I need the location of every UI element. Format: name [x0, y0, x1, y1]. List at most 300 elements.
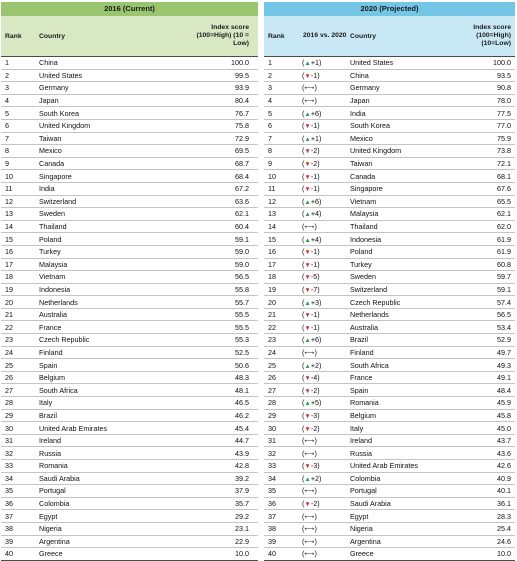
rank-cell: 34	[268, 473, 276, 483]
table-row	[264, 208, 515, 221]
score-cell: 50.6	[235, 360, 249, 370]
country-cell: China	[350, 70, 369, 80]
rank-cell: 5	[268, 108, 272, 118]
rank-cell: 18	[5, 272, 13, 282]
score-cell: 59.0	[235, 247, 249, 257]
table-row	[1, 284, 258, 297]
double-arrow-icon: ⟷	[304, 488, 315, 496]
paren: (	[302, 259, 305, 269]
table-row	[264, 183, 515, 196]
double-arrow-icon: ⟷	[304, 551, 315, 559]
paren: )	[319, 473, 322, 483]
score-cell: 61.9	[497, 247, 511, 257]
country-cell: Japan	[39, 96, 59, 106]
paren: )	[317, 410, 320, 420]
score-cell: 55.3	[235, 335, 249, 345]
country-cell: United Kingdom	[350, 146, 402, 156]
score-cell: 62.1	[235, 209, 249, 219]
table-row	[1, 321, 258, 334]
country-cell: United States	[39, 70, 83, 80]
country-cell: Vietnam	[39, 272, 66, 282]
header-score: Index score (100=High) (10=Low)	[473, 24, 511, 47]
country-cell: Thailand	[350, 222, 378, 232]
change-cell	[301, 499, 350, 508]
score-cell: 77.0	[497, 121, 511, 131]
rank-cell: 9	[268, 159, 272, 169]
change-cell	[301, 285, 350, 294]
paren: (	[302, 209, 305, 219]
table-row	[264, 473, 515, 486]
table-2020	[264, 2, 515, 561]
change-value: +6	[310, 335, 320, 345]
rank-cell: 38	[268, 524, 276, 534]
paren: )	[319, 360, 322, 370]
table-row	[1, 536, 258, 549]
change-value: -3	[310, 410, 318, 420]
table-row	[1, 183, 258, 196]
triangle-down-icon: ▼	[304, 72, 311, 80]
country-cell: Poland	[350, 247, 373, 257]
paren: )	[317, 171, 320, 181]
country-cell: Singapore	[39, 171, 72, 181]
triangle-up-icon: ▲	[304, 362, 311, 370]
country-cell: Finland	[39, 347, 63, 357]
table-2016	[1, 2, 258, 561]
header-score: Index score (100=High) (10 = Low)	[196, 24, 249, 47]
rank-cell: 39	[268, 536, 276, 546]
paren: )	[317, 385, 320, 395]
table-row	[264, 435, 515, 448]
table-row	[264, 296, 515, 309]
paren: (	[302, 536, 305, 546]
change-value: +1	[310, 133, 320, 143]
country-cell: Canada	[39, 159, 65, 169]
paren: (	[302, 373, 305, 383]
change-cell	[301, 83, 350, 92]
rank-cell: 9	[5, 159, 9, 169]
country-cell: Italy	[350, 423, 364, 433]
triangle-down-icon: ▼	[304, 274, 311, 282]
paren: )	[319, 335, 322, 345]
paren: (	[302, 486, 305, 496]
score-cell: 60.8	[497, 259, 511, 269]
double-arrow-icon: ⟷	[304, 98, 315, 106]
rank-cell: 23	[5, 335, 13, 345]
score-cell: 90.8	[497, 83, 511, 93]
change-value: -1	[310, 322, 318, 332]
score-cell: 43.6	[497, 448, 511, 458]
country-cell: Sweden	[350, 272, 376, 282]
country-cell: Finland	[350, 347, 374, 357]
rank-cell: 21	[5, 310, 13, 320]
paren: (	[302, 121, 305, 131]
rank-cell: 12	[268, 196, 276, 206]
paren: )	[317, 121, 320, 131]
country-cell: China	[39, 58, 58, 68]
table-header	[1, 16, 258, 57]
triangle-down-icon: ▼	[304, 186, 311, 194]
change-cell	[301, 436, 350, 445]
country-cell: Japan	[350, 96, 370, 106]
paren: (	[302, 335, 305, 345]
score-cell: 72.9	[235, 133, 249, 143]
triangle-up-icon: ▲	[304, 475, 311, 483]
score-cell: 35.7	[235, 499, 249, 509]
double-arrow-icon: ⟷	[304, 526, 315, 534]
table-row	[1, 447, 258, 460]
paren: )	[319, 209, 322, 219]
score-cell: 55.8	[235, 284, 249, 294]
rank-cell: 28	[5, 398, 13, 408]
change-value: -1	[310, 184, 318, 194]
score-cell: 29.2	[235, 511, 249, 521]
change-cell	[301, 411, 350, 420]
table-row	[264, 95, 515, 108]
score-cell: 25.4	[497, 524, 511, 534]
country-cell: Saudi Arabia	[350, 499, 391, 509]
score-cell: 24.6	[497, 536, 511, 546]
score-cell: 36.1	[497, 499, 511, 509]
paren: (	[302, 70, 305, 80]
country-cell: Indonesia	[39, 284, 71, 294]
table-row	[264, 460, 515, 473]
paren: (	[302, 83, 305, 93]
country-cell: Egypt	[39, 511, 58, 521]
country-cell: Colombia	[350, 473, 381, 483]
paren: )	[317, 499, 320, 509]
country-cell: Canada	[350, 171, 376, 181]
change-cell	[301, 235, 350, 244]
paren: (	[302, 436, 305, 446]
score-cell: 43.9	[235, 448, 249, 458]
triangle-up-icon: ▲	[304, 110, 311, 118]
score-cell: 75.9	[497, 133, 511, 143]
change-cell	[301, 449, 350, 458]
paren: (	[302, 196, 305, 206]
table-row	[1, 82, 258, 95]
triangle-down-icon: ▼	[304, 425, 311, 433]
paren: )	[319, 297, 322, 307]
table-row	[1, 548, 258, 561]
table-row	[1, 309, 258, 322]
paren: (	[302, 461, 305, 471]
score-cell: 78.0	[497, 96, 511, 106]
paren: (	[302, 410, 305, 420]
change-value: +2	[310, 473, 320, 483]
score-cell: 68.7	[235, 159, 249, 169]
change-cell	[301, 184, 350, 193]
country-cell: Germany	[350, 83, 380, 93]
triangle-down-icon: ▼	[304, 161, 311, 169]
change-cell	[301, 71, 350, 80]
score-cell: 49.7	[497, 347, 511, 357]
change-value: -7	[310, 284, 318, 294]
triangle-up-icon: ▲	[304, 337, 311, 345]
table-row	[264, 384, 515, 397]
rank-cell: 27	[268, 385, 276, 395]
rank-cell: 14	[5, 222, 13, 232]
paren: (	[302, 347, 305, 357]
paren: )	[314, 222, 317, 232]
score-cell: 52.9	[497, 335, 511, 345]
score-cell: 57.4	[497, 297, 511, 307]
paren: )	[317, 373, 320, 383]
change-cell	[301, 172, 350, 181]
change-cell	[301, 209, 350, 218]
score-cell: 37.9	[235, 486, 249, 496]
paren: (	[302, 423, 305, 433]
country-cell: Argentina	[350, 536, 381, 546]
paren: (	[302, 159, 305, 169]
rank-cell: 36	[5, 499, 13, 509]
score-cell: 55.7	[235, 297, 249, 307]
paren: (	[302, 448, 305, 458]
score-cell: 62.0	[497, 222, 511, 232]
score-cell: 10.0	[235, 549, 249, 559]
change-cell	[301, 335, 350, 344]
score-cell: 28.3	[497, 511, 511, 521]
table-row	[264, 334, 515, 347]
paren: (	[302, 133, 305, 143]
rank-cell: 24	[268, 347, 276, 357]
paren: (	[302, 96, 305, 106]
change-cell	[301, 424, 350, 433]
rank-cell: 10	[5, 171, 13, 181]
triangle-down-icon: ▼	[304, 123, 311, 131]
score-cell: 45.0	[497, 423, 511, 433]
country-cell: Nigeria	[39, 524, 62, 534]
table-row	[264, 359, 515, 372]
table-row	[264, 372, 515, 385]
paren: )	[319, 58, 322, 68]
country-cell: Mexico	[39, 146, 62, 156]
table-row	[264, 170, 515, 183]
change-value: -1	[310, 310, 318, 320]
rank-cell: 31	[268, 436, 276, 446]
score-cell: 56.5	[235, 272, 249, 282]
table-row	[1, 397, 258, 410]
table-row	[264, 196, 515, 209]
table-body	[264, 57, 515, 561]
country-cell: Italy	[39, 398, 53, 408]
rank-cell: 12	[5, 196, 13, 206]
rank-cell: 37	[268, 511, 276, 521]
rank-cell: 38	[5, 524, 13, 534]
country-cell: Belgium	[39, 373, 65, 383]
table-row	[1, 233, 258, 246]
score-cell: 43.7	[497, 436, 511, 446]
country-cell: Taiwan	[39, 133, 62, 143]
country-cell: Romania	[39, 461, 68, 471]
table-row	[264, 120, 515, 133]
paren: (	[302, 58, 305, 68]
rank-cell: 18	[268, 272, 276, 282]
score-cell: 49.3	[497, 360, 511, 370]
rank-cell: 40	[268, 549, 276, 559]
table-row	[1, 460, 258, 473]
paren: )	[314, 448, 317, 458]
country-cell: Mexico	[350, 133, 373, 143]
paren: )	[317, 284, 320, 294]
country-cell: Ireland	[350, 436, 372, 446]
rank-cell: 19	[5, 284, 13, 294]
change-cell	[301, 361, 350, 370]
table-row	[264, 221, 515, 234]
country-cell: Russia	[39, 448, 61, 458]
table-row	[1, 485, 258, 498]
country-cell: Romania	[350, 398, 379, 408]
triangle-down-icon: ▼	[304, 173, 311, 181]
country-cell: Portugal	[39, 486, 66, 496]
triangle-down-icon: ▼	[304, 375, 311, 383]
change-cell	[301, 159, 350, 168]
score-cell: 67.6	[497, 184, 511, 194]
change-value: +4	[310, 234, 320, 244]
rank-cell: 13	[5, 209, 13, 219]
rank-cell: 33	[5, 461, 13, 471]
country-cell: Colombia	[39, 499, 70, 509]
rank-cell: 29	[5, 410, 13, 420]
table-row	[264, 447, 515, 460]
change-cell	[301, 260, 350, 269]
change-value: -2	[310, 146, 318, 156]
table-row	[264, 347, 515, 360]
paren: )	[319, 234, 322, 244]
score-cell: 39.2	[235, 473, 249, 483]
score-cell: 45.8	[497, 410, 511, 420]
rank-cell: 31	[5, 436, 13, 446]
change-cell	[301, 96, 350, 105]
change-value: +1	[310, 58, 320, 68]
rank-cell: 15	[5, 234, 13, 244]
triangle-down-icon: ▼	[304, 463, 311, 471]
table-row	[264, 321, 515, 334]
rank-cell: 16	[268, 247, 276, 257]
table-row	[1, 498, 258, 511]
score-cell: 23.1	[235, 524, 249, 534]
triangle-down-icon: ▼	[304, 324, 311, 332]
paren: (	[302, 184, 305, 194]
triangle-up-icon: ▲	[304, 400, 311, 408]
rank-cell: 11	[5, 184, 13, 194]
country-cell: Czech Republic	[39, 335, 90, 345]
table-row	[264, 284, 515, 297]
change-cell	[301, 197, 350, 206]
country-cell: Greece	[39, 549, 63, 559]
country-cell: Netherlands	[39, 297, 78, 307]
country-cell: France	[39, 322, 62, 332]
table-row	[264, 70, 515, 83]
rank-cell: 29	[268, 410, 276, 420]
change-value: -2	[310, 385, 318, 395]
score-cell: 77.5	[497, 108, 511, 118]
rank-cell: 35	[268, 486, 276, 496]
table-row	[264, 133, 515, 146]
country-cell: United Arab Emirates	[350, 461, 418, 471]
paren: (	[302, 146, 305, 156]
change-cell	[301, 386, 350, 395]
rank-cell: 3	[5, 83, 9, 93]
change-cell	[301, 323, 350, 332]
country-cell: Spain	[39, 360, 58, 370]
paren: (	[302, 284, 305, 294]
score-cell: 93.5	[497, 70, 511, 80]
paren: )	[314, 486, 317, 496]
country-cell: Vietnam	[350, 196, 377, 206]
table-row	[1, 359, 258, 372]
country-cell: Netherlands	[350, 310, 389, 320]
table-row	[264, 548, 515, 561]
change-cell	[301, 146, 350, 155]
rank-cell: 37	[5, 511, 13, 521]
paren: (	[302, 222, 305, 232]
table-row	[264, 422, 515, 435]
rank-cell: 7	[268, 133, 272, 143]
country-cell: United Arab Emirates	[39, 423, 107, 433]
triangle-up-icon: ▲	[304, 299, 311, 307]
paren: (	[302, 297, 305, 307]
triangle-down-icon: ▼	[304, 261, 311, 269]
table-row	[1, 70, 258, 83]
score-cell: 60.4	[235, 222, 249, 232]
score-cell: 59.0	[235, 259, 249, 269]
change-value: -3	[310, 461, 318, 471]
table-row	[1, 296, 258, 309]
change-cell	[301, 298, 350, 307]
country-cell: South Korea	[39, 108, 79, 118]
rank-cell: 7	[5, 133, 9, 143]
rank-cell: 40	[5, 549, 13, 559]
triangle-up-icon: ▲	[304, 198, 311, 206]
score-cell: 63.6	[235, 196, 249, 206]
score-cell: 65.5	[497, 196, 511, 206]
rank-cell: 26	[268, 373, 276, 383]
score-cell: 52.5	[235, 347, 249, 357]
paren: (	[302, 499, 305, 509]
rank-cell: 32	[5, 448, 13, 458]
table-row	[1, 347, 258, 360]
country-cell: Saudi Arabia	[39, 473, 80, 483]
paren: (	[302, 385, 305, 395]
change-cell	[301, 247, 350, 256]
triangle-down-icon: ▼	[304, 412, 311, 420]
country-cell: Brazil	[39, 410, 57, 420]
country-cell: Germany	[39, 83, 69, 93]
header-country: Country	[39, 32, 66, 40]
change-cell	[301, 524, 350, 533]
score-cell: 10.0	[497, 549, 511, 559]
rank-cell: 30	[5, 423, 13, 433]
score-cell: 53.4	[497, 322, 511, 332]
triangle-down-icon: ▼	[304, 312, 311, 320]
rank-cell: 22	[268, 322, 276, 332]
paren: (	[302, 524, 305, 534]
change-cell	[301, 512, 350, 521]
rank-cell: 32	[268, 448, 276, 458]
table-row	[264, 498, 515, 511]
table-row	[264, 510, 515, 523]
paren: )	[314, 83, 317, 93]
rank-cell: 24	[5, 347, 13, 357]
table-row	[1, 120, 258, 133]
score-cell: 48.3	[235, 373, 249, 383]
rank-cell: 14	[268, 222, 276, 232]
table-row	[1, 133, 258, 146]
table-row	[1, 259, 258, 272]
rank-cell: 34	[5, 473, 13, 483]
score-cell: 69.5	[235, 146, 249, 156]
table-row	[1, 170, 258, 183]
